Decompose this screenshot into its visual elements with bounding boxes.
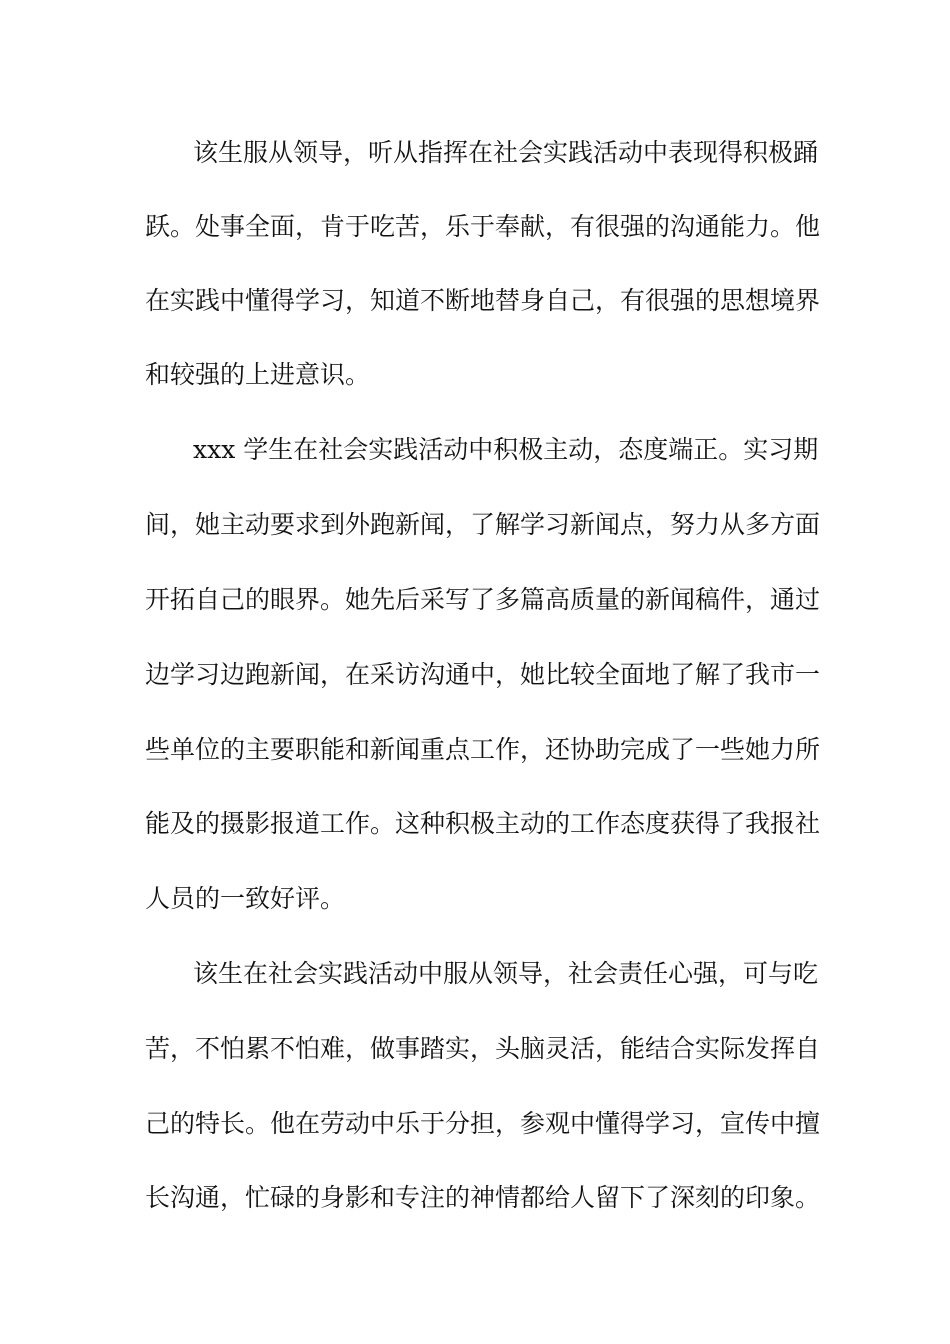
paragraph-3-line-2: 苦，不怕累不怕难，做事踏实，头脑灵活，能结合实际发挥自: [145, 1034, 821, 1063]
paragraph-3-line-1: 该生在社会实践活动中服从领导，社会责任心强，可与吃: [193, 959, 819, 988]
paragraph-2-line-3: 开拓自己的眼界。她先后采写了多篇高质量的新闻稿件，通过: [145, 585, 821, 614]
paragraph-1-line-4: 和较强的上进意识。: [145, 360, 371, 389]
paragraph-2-line-6: 能及的摄影报道工作。这种积极主动的工作态度获得了我报社: [145, 809, 821, 838]
paragraph-2-line-4: 边学习边跑新闻，在采访沟通中，她比较全面地了解了我市一: [145, 660, 821, 689]
paragraph-1-line-3: 在实践中懂得学习，知道不断地替身自己，有很强的思想境界: [145, 286, 821, 315]
paragraph-1-line-2: 跃。处事全面，肯于吃苦，乐于奉献，有很强的沟通能力。他: [145, 212, 821, 241]
paragraph-2-line-2: 间，她主动要求到外跑新闻，了解学习新闻点，努力从多方面: [145, 510, 821, 539]
paragraph-2-line-7: 人员的一致好评。: [145, 884, 346, 913]
paragraph-3-line-3: 己的特长。他在劳动中乐于分担，参观中懂得学习，宣传中擅: [145, 1109, 821, 1138]
paragraph-2-line-5: 些单位的主要职能和新闻重点工作，还协助完成了一些她力所: [145, 735, 821, 764]
paragraph-1-line-1: 该生服从领导，听从指挥在社会实践活动中表现得积极踊: [193, 138, 819, 167]
paragraph-2-line-1: xxx 学生在社会实践活动中积极主动，态度端正。实习期: [193, 435, 819, 464]
paragraph-3-line-4: 长沟通，忙碌的身影和专注的神情都给人留下了深刻的印象。: [145, 1183, 821, 1212]
